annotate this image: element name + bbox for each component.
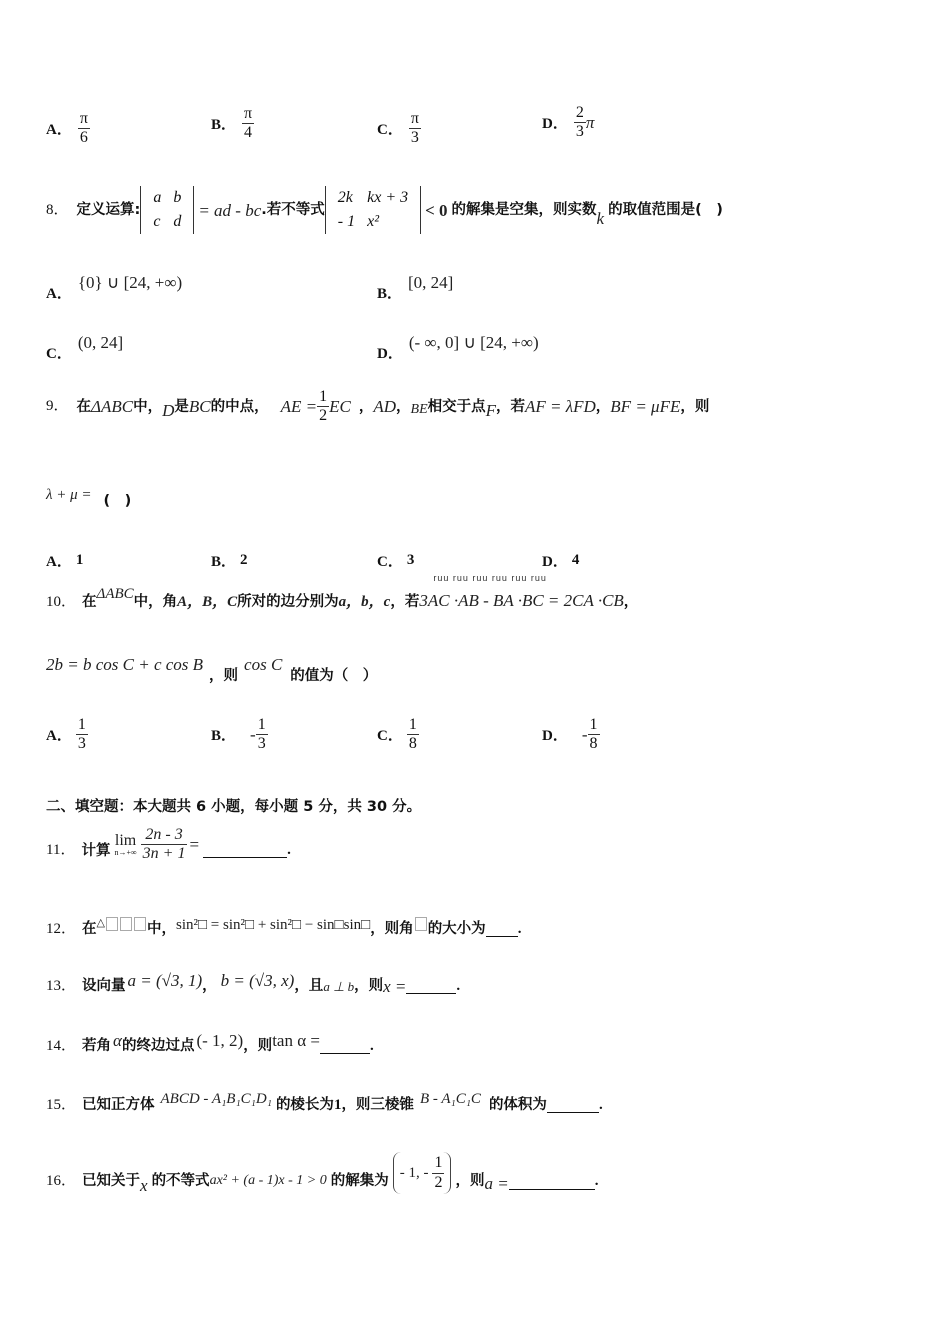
determinant-2: 2k kx + 3 - 1 x² — [325, 186, 421, 234]
fraction: $\frac{1}{3}$ — [257, 716, 266, 753]
question-11: 11． 计算 lim n→+∞ $\frac{2n - 3}{3n + 1}$ = . — [46, 826, 291, 863]
q7-option-b: B． $\frac{\pi}{4}$ — [211, 105, 253, 142]
section-heading: 二、填空题：本大题共 6 小题，每小题 5 分，共 30 分。 — [46, 799, 422, 815]
question-10-cont: 2b = b cos C + c cos B ，则 cos C 的值为（ ） — [46, 655, 378, 685]
fraction: $\frac{\pi}{4}$ — [244, 105, 253, 142]
missing-glyph — [106, 917, 118, 931]
q10-option-c: C． $\frac{1}{8}$ — [377, 716, 417, 753]
q9-option-b: B． 2 — [211, 552, 248, 570]
q7-option-d: D． $\frac{2}{3}$ π — [542, 104, 595, 141]
question-14: 14． 若角 α 的终边过点 (- 1, 2) ，则 tan α = . — [46, 1031, 374, 1055]
answer-blank[interactable] — [547, 1111, 599, 1113]
q10-option-b: B． - $\frac{1}{3}$ — [211, 716, 266, 753]
determinant-1: a b c d — [140, 186, 194, 234]
fraction: $\frac{\pi}{6}$ — [79, 110, 88, 147]
fraction: $\frac{2n - 3}{3n + 1}$ — [142, 826, 186, 863]
q7-option-c: C． $\frac{\pi}{3}$ — [377, 110, 419, 147]
q9-option-c: C． 3 — [377, 552, 415, 570]
q8-option-a: A． {0} ∪ [24, +∞) — [46, 272, 183, 302]
missing-glyph — [415, 917, 427, 931]
question-9-cont: λ + μ = ( ) — [46, 487, 132, 510]
question-10: 10． 在 ΔABC 中，角 A，B，C 所对的边分别为 a，b，c ，若 ruu ruu ruu ruu ruu ruu 3AC ·AB - BA ·BC = 2CA ·CB ， — [46, 573, 639, 611]
q9-option-a: A． 1 — [46, 552, 84, 570]
answer-blank[interactable] — [406, 992, 456, 994]
question-12: 12． 在 △ 中， sin²□ = sin²□ + sin²□ − sin□sin□ ，则角 的大小为 . — [46, 917, 522, 938]
answer-blank[interactable] — [320, 1052, 370, 1054]
q10-option-d: D． - $\frac{1}{8}$ — [542, 716, 598, 753]
q9-option-d: D． 4 — [542, 552, 580, 570]
limit: lim n→+∞ — [114, 831, 137, 857]
question-15: 15． 已知正方体 ABCD - A₁B₁C₁D₁ 的棱长为 1 ，则三棱锥 B - A₁C₁C 的体积为 . — [46, 1091, 603, 1114]
fraction: $\frac{\pi}{3}$ — [410, 110, 419, 147]
question-16: 16． 已知关于 x 的不等式 ax² + (a - 1)x - 1 > 0 的解集为 - 1, - $\frac{1}{2}$ ，则 a = . — [46, 1152, 598, 1194]
fraction: $\frac{1}{8}$ — [589, 716, 598, 753]
q10-option-a: A． $\frac{1}{3}$ — [46, 716, 86, 753]
fraction: $\frac{1}{2}$ — [434, 1154, 443, 1191]
vector-arrows: ruu ruu ruu ruu ruu ruu — [433, 573, 547, 583]
missing-glyph — [120, 917, 132, 931]
fraction: $\frac{2}{3}$ — [575, 104, 584, 141]
missing-glyph — [134, 917, 146, 931]
q8-option-d: D． (- ∞, 0] ∪ [24, +∞) — [377, 332, 539, 362]
question-13: 13． 设向量 a = (√3, 1) ， b = (√3, x) ，且 a ⊥ b ，则 x = . — [46, 971, 461, 996]
answer-blank[interactable] — [486, 935, 518, 937]
answer-blank[interactable] — [509, 1188, 595, 1190]
answer-blank[interactable] — [203, 856, 287, 858]
q7-option-a: A． $\frac{\pi}{6}$ — [46, 110, 88, 147]
q8-option-c: C． (0, 24] — [46, 332, 124, 362]
interval: - 1, - $\frac{1}{2}$ — [393, 1152, 452, 1194]
fraction: $\frac{1}{3}$ — [77, 716, 86, 753]
question-9: 9． 在 ΔABC 中， D 是 BC 的中点， AE = $\frac{1}{2}$ EC ， AD ， BE 相交于点 F ，若 AF = λFD ， BF = μFE ，则 — [46, 388, 710, 425]
fraction: $\frac{1}{8}$ — [408, 716, 417, 753]
question-8: 8． 定义运算: a b c d = ad - bc .若不等式 2k kx + 3 - 1 x² < 0 的解集是空集，则实数 k 的取值范围是( ) — [46, 186, 723, 234]
vector-equation: ruu ruu ruu ruu ruu ruu 3AC ·AB - BA ·BC = 2CA ·CB — [419, 573, 624, 610]
q8-option-b: B． [0, 24] — [377, 272, 454, 302]
fraction: $\frac{1}{2}$ — [319, 388, 328, 425]
